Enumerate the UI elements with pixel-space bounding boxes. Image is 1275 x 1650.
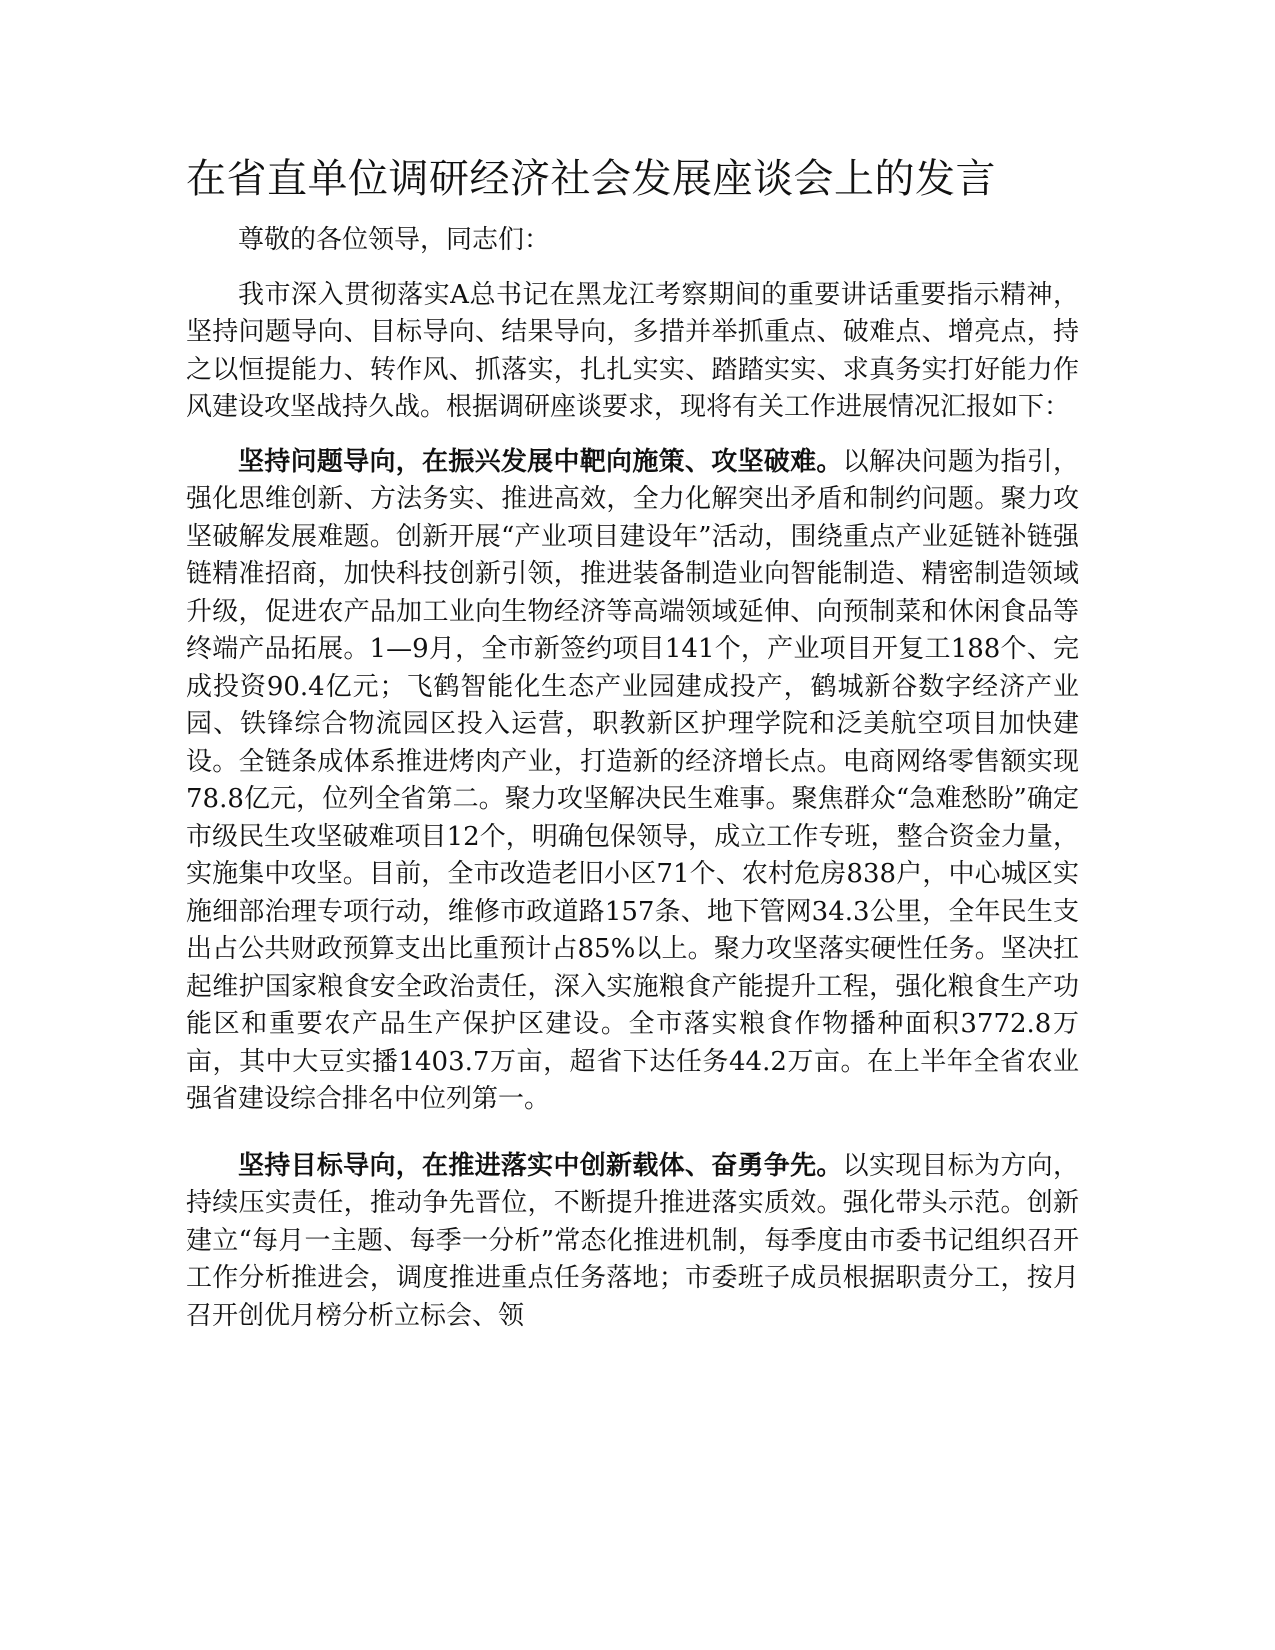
section-paragraph bbox=[186, 444, 1079, 1119]
section-body: 以解决问题为指引，强化思维创新、方法务实、推进高效，全力化解突出矛盾和制约问题。聚力攻坚破解发展难题。创新开展“产业项目建设年”活动，围绕重点产业延链补链强链精准招商，加快科技创新引领，推进装备制造业向智能制造、精密制造领域升级，促进农产品加工业向生物经济等高端领域延伸、向预制菜和休闲食品等终端产品拓展。1—9月，全市新签约项目141个，产业项目开复工188个、完成投资90.4亿元；飞鹤智能化生态产业园建成投产，鹤城新谷数字经济产业园、铁锋综合物流园区投入运营，职教新区护理学院和泛美航空项目加快建设。全链条成体系推进烤肉产业，打造新的经济增长点。电商网络零售额实现78.8亿元，位列全省第二。聚力攻坚解决民生难事。聚焦群众“急难愁盼”确定市级民生攻坚破难项目12个，明确包保领导，成立工作专班，整合资金力量，实施集中攻坚。目前，全市改造老旧小区71个、农村危房838户，中心城区实施细部治理专项行动，维修市政道路157条、地下管网34.3公里，全年民生支出占公共财政预算支出比重预计占85%以上。聚力攻坚落实硬性任务。坚决扛起维护国家粮食安全政治责任，深入实施粮食产能提升工程，强化粮食生产功能区和重要农产品生产保护区建设。全市落实粮食作物播种面积3772.8万亩，其中大豆实播1403.7万亩，超省下达任务44.2万亩。在上半年全省农业强省建设综合排名中位列第一。 bbox=[186, 446, 1079, 1114]
section-paragraph bbox=[186, 1148, 1079, 1336]
document-title: 在省直单位调研经济社会发展座谈会上的发言 bbox=[186, 156, 996, 202]
salutation: 尊敬的各位领导，同志们： bbox=[238, 225, 551, 255]
section-lead: 坚持问题导向，在振兴发展中靶向施策、攻坚破难。 bbox=[238, 446, 843, 477]
section-lead: 坚持目标导向，在推进落实中创新载体、奋勇争先。 bbox=[238, 1150, 843, 1181]
document-page bbox=[186, 150, 1079, 1349]
intro-paragraph: 我市深入贯彻落实A总书记在黑龙江考察期间的重要讲话重要指示精神，坚持问题导向、目标导向、结果导向，多措并举抓重点、破难点、增亮点，持之以恒提能力、转作风、抓落实，扎扎实实、踏踏实实、求真务实打好能力作风建设攻坚战持久战。根据调研座谈要求，现将有关工作进展情况汇报如下： bbox=[186, 279, 1079, 422]
section-body: 以实现目标为方向，持续压实责任，推动争先晋位，不断提升推进落实质效。强化带头示范。创新建立“每月一主题、每季一分析”常态化推进机制，每季度由市委书记组织召开工作分析推进会，调度推进重点任务落地；市委班子成员根据职责分工，按月召开创优月榜分析立标会、领 bbox=[186, 1150, 1079, 1331]
